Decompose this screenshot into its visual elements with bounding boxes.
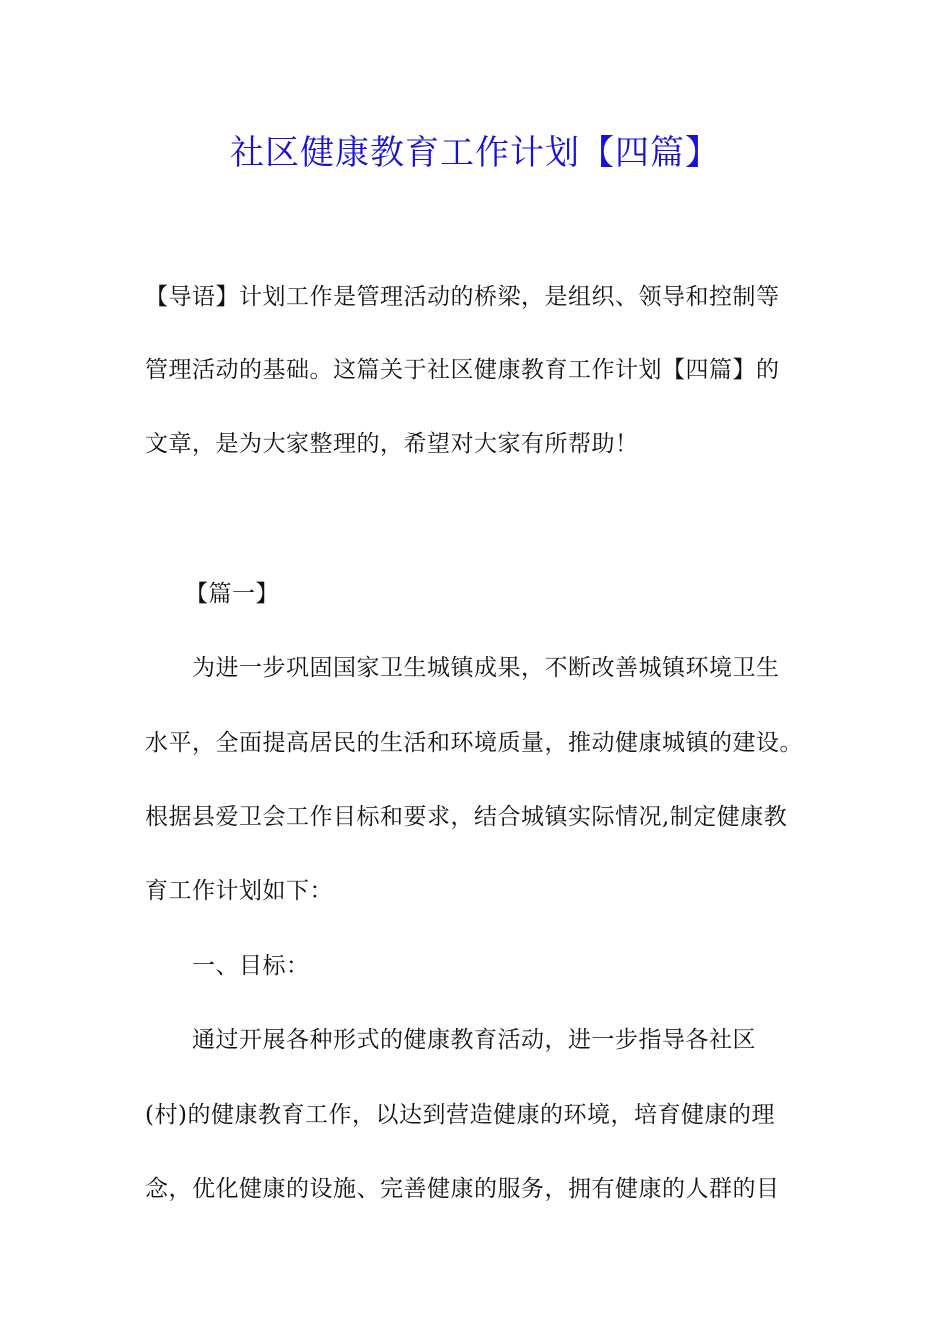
paragraph-line-7: 念，优化健康的设施、完善健康的服务，拥有健康的人群的目 [145,1176,780,1202]
paragraph-line-2: 水平，全面提高居民的生活和环境质量，推动健康城镇的建设。 [145,730,803,756]
paragraph-line-4: 育工作计划如下： [145,878,333,904]
paragraph-line-1: 为进一步巩固国家卫生城镇成果，不断改善城镇环境卫生 [192,655,780,681]
paragraph-line-6: (村)的健康教育工作，以达到营造健康的环境，培育健康的理 [145,1102,775,1128]
subheading-goal: 一、目标： [192,953,310,979]
paragraph-line-5: 通过开展各种形式的健康教育活动，进一步指导各社区 [192,1027,756,1053]
intro-line-1: 【导语】计划工作是管理活动的桥梁，是组织、领导和控制等 [145,284,780,310]
section-heading-part-one: 【篇一】 [185,581,279,607]
document-title: 社区健康教育工作计划【四篇】 [230,133,720,173]
paragraph-line-3: 根据县爱卫会工作目标和要求，结合城镇实际情况,制定健康教 [145,804,788,830]
intro-line-3: 文章，是为大家整理的，希望对大家有所帮助！ [145,431,639,457]
intro-line-2: 管理活动的基础。这篇关于社区健康教育工作计划【四篇】的 [145,357,780,383]
